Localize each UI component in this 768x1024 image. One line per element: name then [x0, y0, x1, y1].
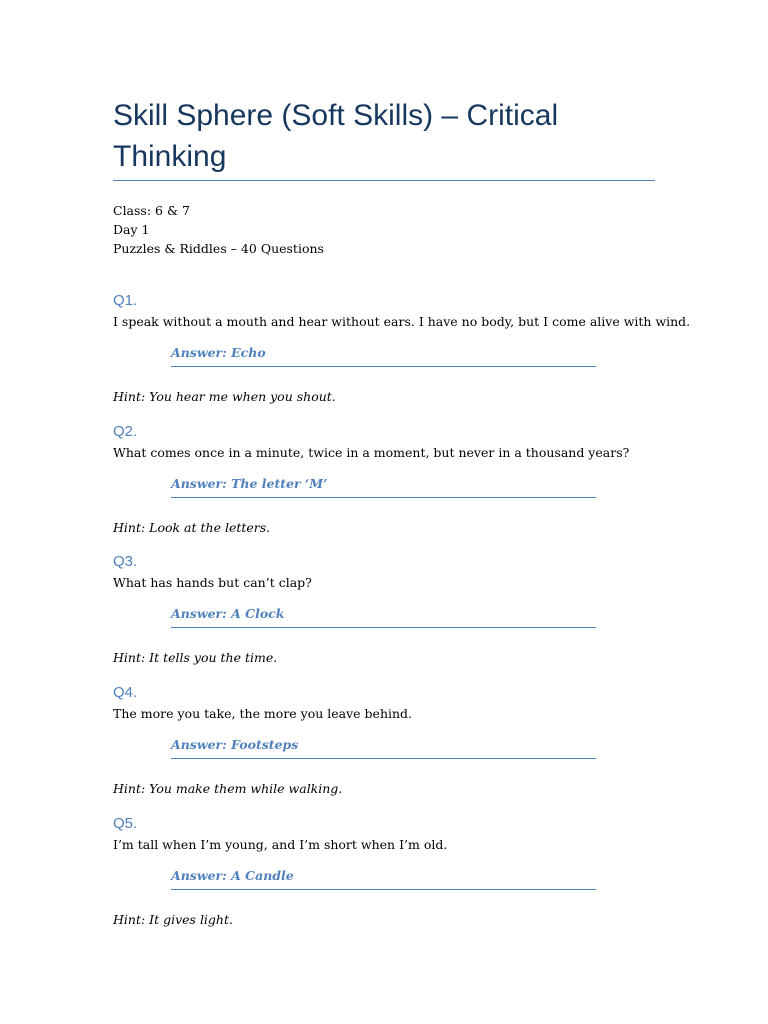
- day-line: Day 1: [113, 222, 150, 237]
- answer-line: Answer: A Candle: [171, 868, 596, 890]
- question-text: What has hands but can’t clap?: [113, 575, 312, 590]
- question-text: I’m tall when I’m young, and I’m short when I’m old.: [113, 837, 448, 852]
- question-text: The more you take, the more you leave behind.: [113, 706, 413, 721]
- document-meta: [113, 201, 324, 258]
- class-line: Class: 6 & 7: [113, 203, 191, 218]
- page-title: Skill Sphere (Soft Skills) – Critical Thinking: [113, 99, 559, 173]
- hint-text: Hint: It gives light.: [113, 912, 233, 927]
- question-text: What comes once in a minute, twice in a moment, but never in a thousand years?: [113, 445, 630, 460]
- question-label: Q1.: [113, 292, 138, 309]
- question-label: Q3.: [113, 553, 138, 570]
- answer-line: Answer: The letter ‘M’: [171, 476, 596, 498]
- topic-line: Puzzles & Riddles – 40 Questions: [113, 241, 324, 256]
- answer-line: Answer: A Clock: [171, 606, 596, 628]
- question-label: Q2.: [113, 423, 138, 440]
- answer-line: Answer: Echo: [171, 345, 596, 367]
- hint-text: Hint: You hear me when you shout.: [113, 389, 336, 404]
- title-divider: [113, 180, 655, 181]
- question-label: Q5.: [113, 815, 138, 832]
- hint-text: Hint: You make them while walking.: [113, 781, 343, 796]
- hint-text: Hint: Look at the letters.: [113, 520, 271, 535]
- hint-text: Hint: It tells you the time.: [113, 650, 278, 665]
- answer-line: Answer: Footsteps: [171, 737, 596, 759]
- question-label: Q4.: [113, 684, 138, 701]
- question-text: I speak without a mouth and hear without ears. I have no body, but I come alive with wind.: [113, 314, 691, 329]
